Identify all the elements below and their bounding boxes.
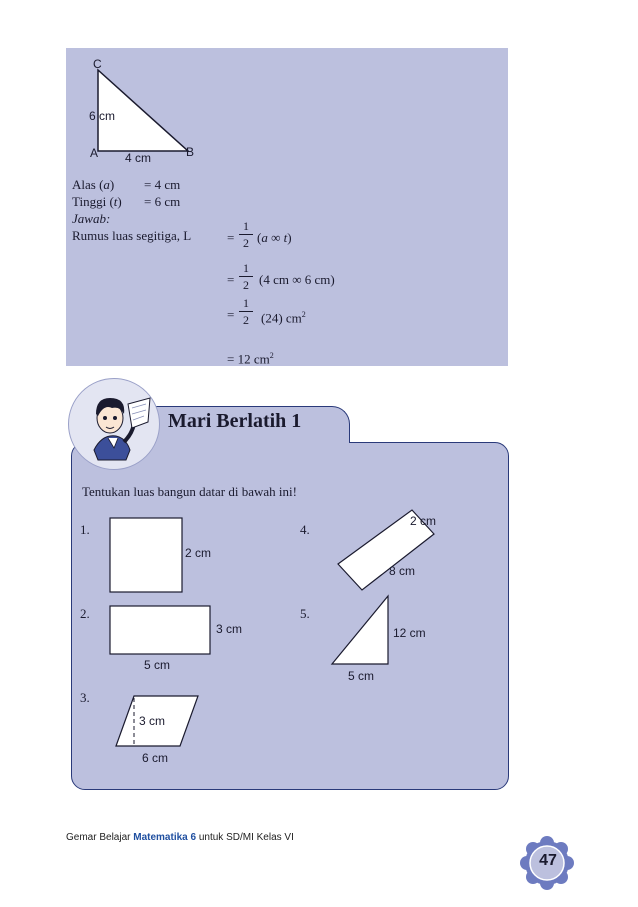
rectangle-length-label: 5 cm xyxy=(144,658,171,672)
eq-sign: = xyxy=(227,307,235,322)
rumus-label: Rumus luas segitiga, L xyxy=(72,228,192,243)
vertex-b-label: B xyxy=(186,145,195,159)
eq-sign: = xyxy=(227,272,235,287)
half-fraction: 1 2 xyxy=(239,220,253,249)
height-label: 6 cm xyxy=(89,109,116,123)
practice-instruction: Tentukan luas bangun datar di bawah ini! xyxy=(82,484,297,499)
item-number: 1. xyxy=(80,522,90,537)
section-title: Mari Berlatih 1 xyxy=(168,410,302,432)
triangle-base-label: 5 cm xyxy=(348,669,375,683)
right-triangle-shape xyxy=(328,592,392,668)
page-number: 47 xyxy=(539,852,557,869)
eq-sign: = xyxy=(227,230,235,245)
item-number: 5. xyxy=(300,606,310,621)
triangle-height-label: 12 cm xyxy=(393,626,426,640)
example-box xyxy=(66,48,508,366)
tinggi-label: Tinggi (t) xyxy=(72,194,122,209)
base-label: 4 cm xyxy=(125,151,152,165)
half-fraction: 1 2 xyxy=(239,297,253,326)
formula-line-2: (4 cm ∞ 6 cm) xyxy=(259,272,335,287)
jawab-label: Jawab: xyxy=(72,211,111,226)
mascot-boy-icon xyxy=(68,378,160,470)
square-side-label: 2 cm xyxy=(185,546,212,560)
vertex-c-label: C xyxy=(93,57,102,71)
rectangle-width-label: 3 cm xyxy=(216,622,243,636)
parallelogram-height-label: 3 cm xyxy=(139,714,166,728)
tinggi-value: = 6 cm xyxy=(144,194,181,209)
half-fraction: 1 2 xyxy=(239,262,253,291)
vertex-a-label: A xyxy=(90,146,99,160)
item-number: 2. xyxy=(80,606,90,621)
tilted-rectangle-length-label: 8 cm xyxy=(389,564,416,578)
tilted-rectangle-width-label: 2 cm xyxy=(410,514,437,528)
alas-value: = 4 cm xyxy=(144,177,181,192)
square-shape xyxy=(108,516,184,594)
parallelogram-base-label: 6 cm xyxy=(142,751,169,765)
triangle-abc-figure xyxy=(66,48,508,168)
item-number: 4. xyxy=(300,522,310,537)
formula-line-1: (a ∞ t) xyxy=(257,230,292,245)
formula-line-3: (24) $cm^2$ xyxy=(261,310,306,326)
footer-text: Gemar Belajar Matematika 6 untuk SD/MI Kelas VI xyxy=(66,832,294,843)
formula-result: = 12 $cm^2$ xyxy=(227,351,274,367)
rectangle-shape xyxy=(108,604,212,656)
alas-label: Alas (a) xyxy=(72,177,115,192)
item-number: 3. xyxy=(80,690,90,705)
